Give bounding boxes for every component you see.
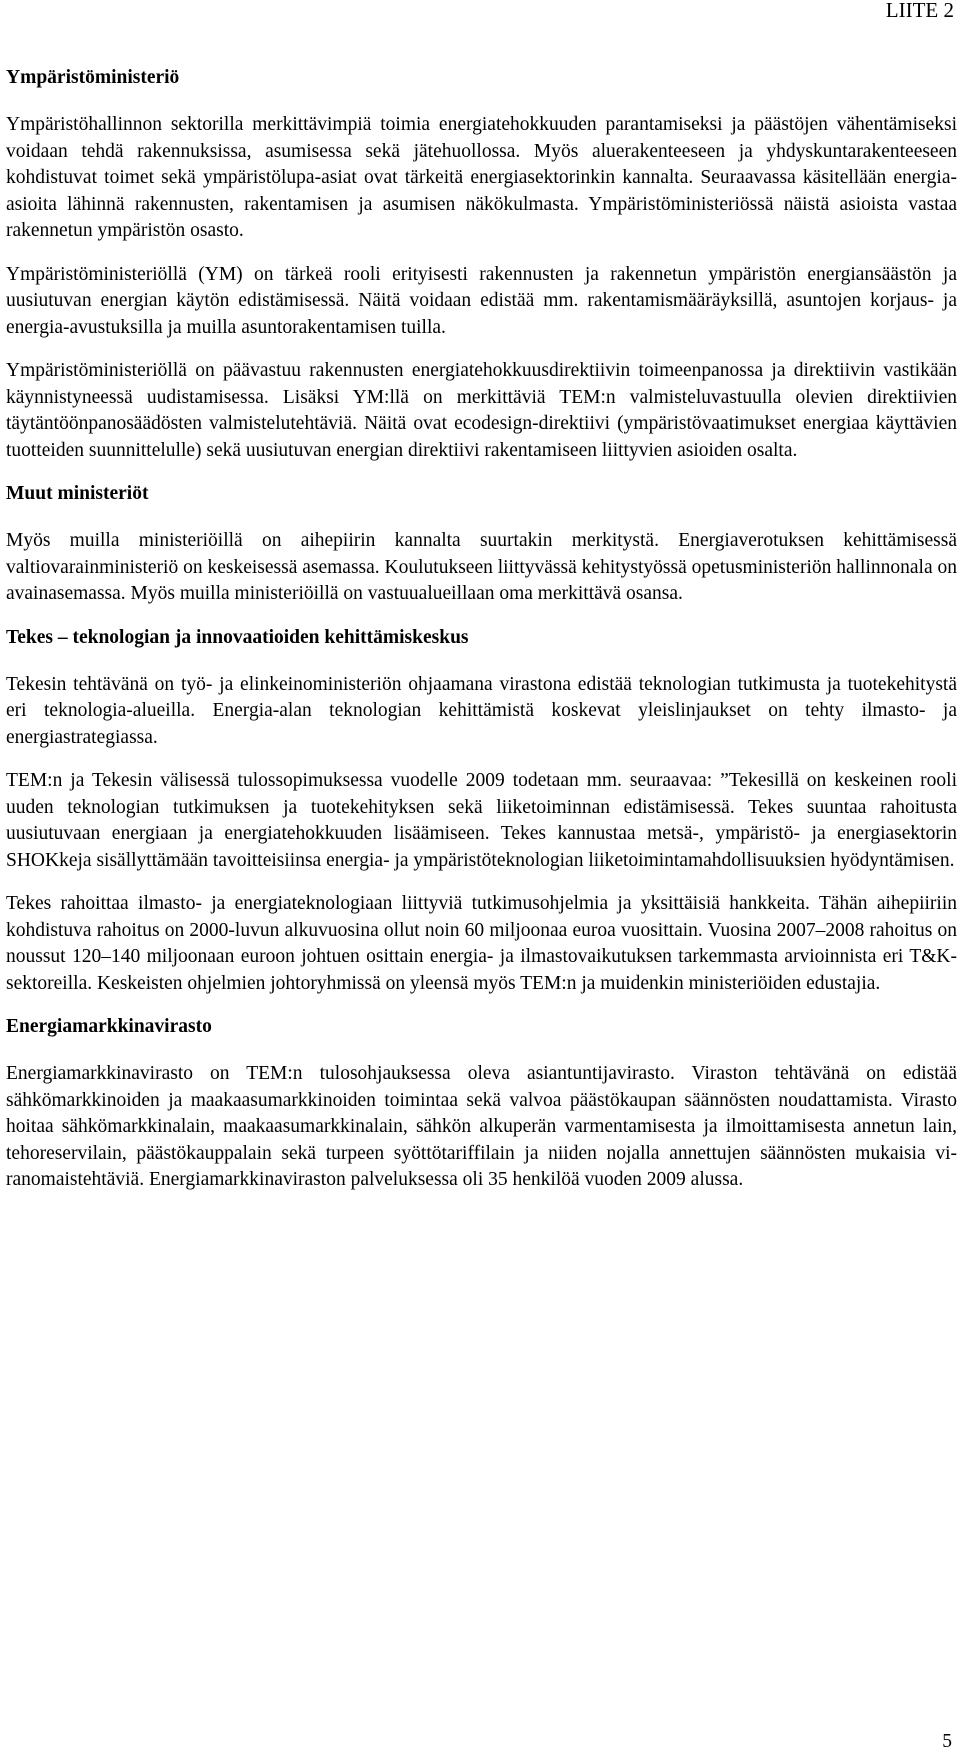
paragraph: Tekes rahoittaa ilmasto- ja energiateknologiaan liittyviä tutkimusohjelmia ja yksittäisiä hankkeita. Tähän aihepiiriin kohdistuva rahoitus on 2000-luvun alkuvuosina ollut noin 60 miljoonaa euroa vuosittain. Vuosina 2007–2008 rahoitus on noussut 120–140 miljoonaan euroon johtuen osittain energia- ja ilmastovaikutuksen tarkemmasta arvioinnista eri T&K-sektoreilla. Keskeisten ohjelmien johtoryhmissä on yleensä myös TEM:n ja muidenkin ministeriöiden edustajia. bbox=[6, 893, 957, 994]
paragraph: Myös muilla ministeriöillä on aihepiirin kannalta suurtakin merkitystä. Energiaverotuksen kehittämisessä valtiovarainministeriö on keskeisessä asemassa. Koulutukseen liittyvässä kehitystyössä opetusministeriön hallinnonala on avainasemassa. Myös muilla ministeriöillä on vastuualueillaan oma merkittävä osansa. bbox=[6, 530, 957, 604]
document-body bbox=[6, 65, 957, 1194]
paragraph: Tekesin tehtävänä on työ- ja elinkeinoministeriön ohjaamana virastona edistää teknologian tutkimusta ja tuotekehitystä eri teknologia-alueilla. Energia-alan teknologian kehittämistä koskevat yleislinjaukset on tehty ilmasto- ja energiastrategiassa. bbox=[6, 673, 957, 748]
paragraph: Energiamarkkinavirasto on TEM:n tulosohjauksessa oleva asiantuntijavirasto. Viraston tehtävänä on edistää sähkömarkkinoiden ja maakaasumarkkinoiden toimintaa sekä valvoa päästökaupan säännösten noudattamista. Virasto hoitaa sähkömarkkinalain, maakaasumarkkinalain, sähkön alkuperän varmentamisesta ja ilmoittamisesta annetun lain, tehoreservilain, päästökauppalain sekä turpeen syöttötariffilain ja niiden nojalla annettujen säännösten mukaisia viranomaistehtäviä. Energiamarkkinaviraston palveluksessa oli 35 henkilöä vuoden 2009 alussa. bbox=[6, 1063, 957, 1190]
section-tekes bbox=[6, 625, 957, 998]
paragraph: Ympäristöministeriöllä on päävastuu rakennusten energiatehokkuusdirektiivin toimeenpanossa ja direktiivin vastikään käynnistyneessä uudistamisessa. Lisäksi YM:llä on merkittäviä TEM:n valmisteluvastuulla olevien direktiivien täytäntöönpanosäädösten valmistelutehtäviä. Näitä ovat ecodesign-direktiivi (ympäristövaatimukset energiaa käyttävien tuotteiden suunnittelulle) sekä uusiutuvan energian direktiivi rakentamiseen liittyvien asioiden osalta. bbox=[6, 360, 957, 461]
section-ymparistoministerio bbox=[6, 65, 957, 464]
section-muut-ministeriot bbox=[6, 481, 957, 608]
paragraph: Ympäristöministeriöllä (YM) on tärkeä rooli erityisesti rakennusten ja rakennetun ympäristön energiansäästön ja uusiutuvan energian käytön edistämisessä. Näitä voidaan edistää mm. rakentamismääräyksillä, asuntojen korjaus- ja energia-avustuksilla ja muilla asuntorakentamisen tuilla. bbox=[6, 263, 957, 338]
paragraph: TEM:n ja Tekesin välisessä tulossopimuksessa vuodelle 2009 todetaan mm. seuraavaa: ”Tekesillä on keskeinen rooli uuden teknologian tutkimuksen ja tuotekehityksen sekä liiketoiminnan edistämisessä. Tekes suuntaa rahoitusta uusiutuvaan energiaan ja energiatehokkuuden lisäämiseen. Tekes kannustaa metsä-, ympäristö- ja energiasektorin SHOKkeja sisällyttämään tavoitteisiinsa energia- ja ympäristöteknologian liiketoimintamahdollisuuksien hyödyntämisen. bbox=[6, 770, 957, 871]
page-header-label: LIITE 2 bbox=[885, 0, 954, 22]
paragraph: Ympäristöhallinnon sektorilla merkittävimpiä toimia energiatehokkuuden parantamiseksi ja päästöjen vähentämiseksi voidaan tehdä rakennuksissa, asumisessa sekä jätehuollossa. Myös aluerakenteeseen ja yhdyskuntarakenteeseen kohdistuvat toimet sekä ympäristölupa-asiat ovat tärkeitä energiasektorinkin kannalta. Seuraavassa käsitellään energia-asioita lähinnä rakennusten, rakentamisen ja asumisen näkökulmasta. Ympäristöministeriössä näistä asioista vastaa rakennetun ympäristön osasto. bbox=[6, 114, 957, 241]
section-heading: Energiamarkkinavirasto bbox=[6, 1016, 212, 1037]
section-heading: Muut ministeriöt bbox=[6, 483, 149, 504]
section-energiamarkkinavirasto bbox=[6, 1014, 957, 1194]
page-number: 5 bbox=[942, 1731, 952, 1752]
section-heading: Ympäristöministeriö bbox=[6, 67, 180, 88]
section-heading: Tekes – teknologian ja innovaatioiden kehittämiskeskus bbox=[6, 626, 469, 648]
